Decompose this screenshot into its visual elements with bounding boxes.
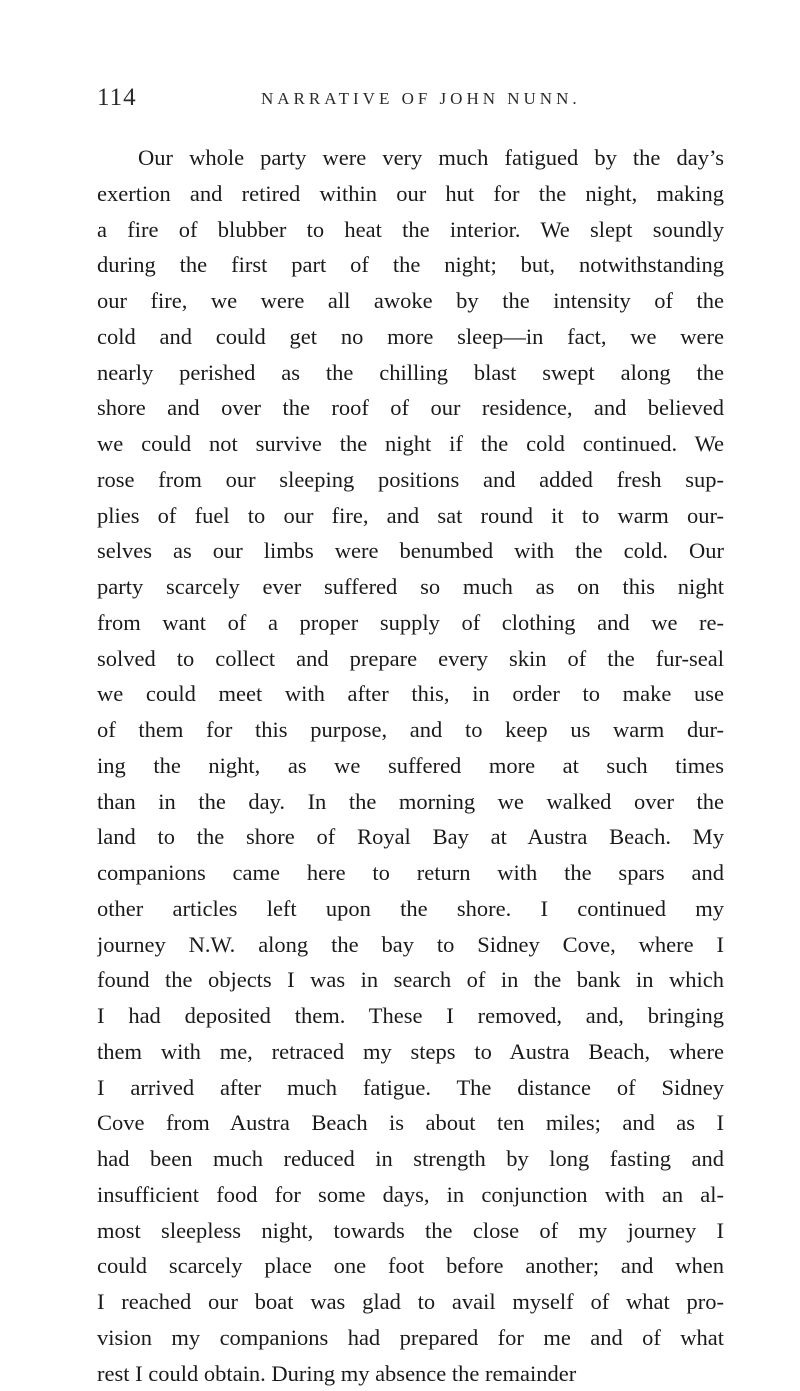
text-line: I had deposited them. These I removed, and, bringing <box>97 998 724 1034</box>
text-line: we could not survive the night if the cold continued. We <box>97 426 724 462</box>
text-line: companions came here to return with the spars and <box>97 855 724 891</box>
text-line: selves as our limbs were benumbed with the cold. Our <box>97 533 724 569</box>
running-title: NARRATIVE OF JOHN NUNN. <box>261 89 581 109</box>
text-line: them with me, retraced my steps to Austra Beach, where <box>97 1034 724 1070</box>
text-line: party scarcely ever suffered so much as on this night <box>97 569 724 605</box>
text-line: most sleepless night, towards the close of my journey I <box>97 1213 724 1249</box>
text-line: plies of fuel to our fire, and sat round it to warm our- <box>97 498 724 534</box>
text-line: vision my companions had prepared for me and of what <box>97 1320 724 1356</box>
text-line: I arrived after much fatigue. The distance of Sidney <box>97 1070 724 1106</box>
text-line: found the objects I was in search of in the bank in which <box>97 962 724 998</box>
text-line: of them for this purpose, and to keep us warm dur- <box>97 712 724 748</box>
text-line: a fire of blubber to heat the interior. We slept soundly <box>97 212 724 248</box>
text-line: could scarcely place one foot before another; and when <box>97 1248 724 1284</box>
page-number: 114 <box>97 84 137 112</box>
text-line: rest I could obtain. During my absence the remainder <box>97 1356 724 1391</box>
body-text <box>97 140 724 1391</box>
text-line: our fire, we were all awoke by the intensity of the <box>97 283 724 319</box>
text-line: journey N.W. along the bay to Sidney Cove, where I <box>97 927 724 963</box>
text-line: shore and over the roof of our residence, and believed <box>97 390 724 426</box>
text-line: other articles left upon the shore. I continued my <box>97 891 724 927</box>
text-line: insufficient food for some days, in conjunction with an al- <box>97 1177 724 1213</box>
text-line: cold and could get no more sleep—in fact, we were <box>97 319 724 355</box>
text-line: I reached our boat was glad to avail myself of what pro- <box>97 1284 724 1320</box>
running-head <box>97 84 722 124</box>
text-line: during the first part of the night; but, notwithstanding <box>97 247 724 283</box>
text-line: we could meet with after this, in order to make use <box>97 676 724 712</box>
text-line: land to the shore of Royal Bay at Austra Beach. My <box>97 819 724 855</box>
text-line: nearly perished as the chilling blast swept along the <box>97 355 724 391</box>
text-line: had been much reduced in strength by long fasting and <box>97 1141 724 1177</box>
text-line: Cove from Austra Beach is about ten miles; and as I <box>97 1105 724 1141</box>
text-line: Our whole party were very much fatigued by the day’s <box>97 140 724 176</box>
text-line: than in the day. In the morning we walked over the <box>97 784 724 820</box>
text-line: ing the night, as we suffered more at such times <box>97 748 724 784</box>
text-line: exertion and retired within our hut for the night, making <box>97 176 724 212</box>
text-line: solved to collect and prepare every skin of the fur-seal <box>97 641 724 677</box>
text-line: from want of a proper supply of clothing and we re- <box>97 605 724 641</box>
text-line: rose from our sleeping positions and added fresh sup- <box>97 462 724 498</box>
